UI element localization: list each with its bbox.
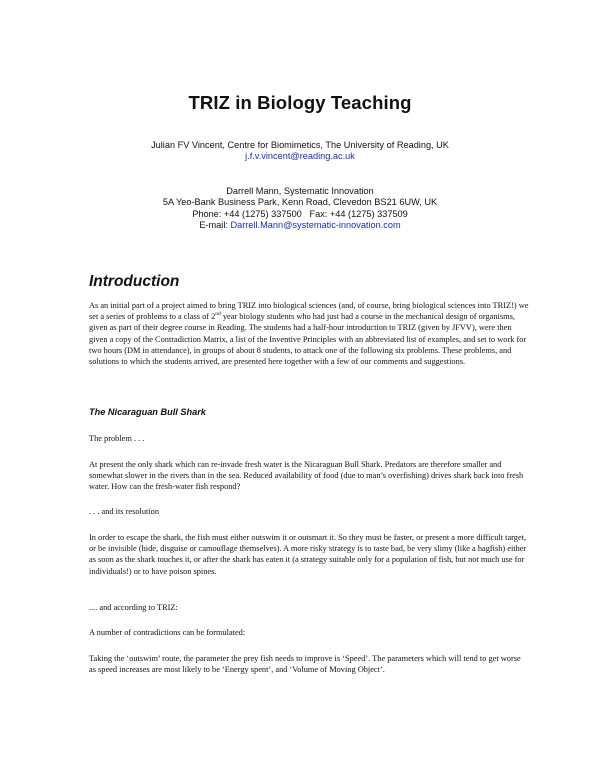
author2-email-label: E-mail:	[199, 219, 231, 230]
paragraph-problem-label: The problem . . .	[89, 434, 145, 443]
author1-email-link[interactable]: j.f.v.vincent@reading.ac.uk	[245, 151, 355, 162]
author2-phone-fax: Phone: +44 (1275) 337500 Fax: +44 (1275) 337509	[192, 208, 408, 219]
paragraph-triz-label: .... and according to TRIZ:	[89, 603, 178, 612]
paragraph-resolution-label: . . . and its resolution	[89, 507, 159, 516]
author2-block	[0, 186, 600, 231]
paragraph-problem-statement: At present the only shark which can re-invade fresh water is the Nicaraguan Bull Shark. Predators are therefore smaller and somewhat slower in the rivers than in the sea. Reduced availability of food (due to man’s overfishing) drives shark back into fresh water. How can the fresh-water fish respond?	[89, 460, 524, 492]
author2-email-link[interactable]: Darrell.Mann@systematic-innovation.com	[230, 219, 401, 230]
section-heading-introduction: Introduction	[89, 273, 180, 290]
author2-email-line	[0, 220, 600, 231]
paragraph-resolution-text: In order to escape the shark, the fish must either outswim it or outsmart it. So they must be faster, or present a more difficult target, or be invisible (hide, disguise or camouflage themselves). A more risky strategy is to taste bad, be very slimy (like a hagfish) either as soon as the shark touches it, or after the shark has eaten it (a strategy suitable only for a population of fish, but not much use for individuals!) or to have poison spines.	[89, 533, 527, 576]
author2-name: Darrell Mann, Systematic Innovation	[226, 186, 374, 196]
paragraph-contradictions: A number of contradictions can be formulated:	[89, 628, 246, 637]
author1-affiliation: Julian FV Vincent, Centre for Biomimetics, The University of Reading, UK	[151, 140, 449, 150]
intro-text-rest: year biology students who had just had a course in the mechanical design of organisms, given as part of their degree course in Reading. The students had a half-hour introduction to TRIZ (given by JFVV), were then given a copy of the Contradiction Matrix, a list of the Inventive Principles with an abbreviated list of examples, and set to work for two hours (DM in attendance), in groups of about 8 students, to attack one of the following six problems. These problems, and solutions to which the students arrived, are presented here together with a few of our comments and suggestions.	[89, 312, 527, 367]
author2-address: 5A Yeo-Bank Business Park, Kenn Road, Clevedon BS21 6UW, UK	[162, 197, 438, 208]
intro-paragraph	[89, 300, 529, 367]
intro-text-start: As an initial part of a project aimed to bring TRIZ into biological sciences (and, of course, bring biological sciences into TRIZ!) we set a series of problems to a class of 2	[89, 301, 529, 322]
paragraph-outswim: Taking the ‘outswim’ route, the parameter the prey fish needs to improve is ‘Speed’. The parameters which will tend to get worse as speed increases are most likely to be ‘Energy spent’, and ‘Volume of Moving Object’.	[89, 654, 521, 675]
intro-superscript: nd	[215, 311, 221, 318]
subheading-nicaraguan-bull-shark: The Nicaraguan Bull Shark	[89, 407, 206, 417]
author1-block	[0, 140, 600, 163]
page-title: TRIZ in Biology Teaching	[188, 92, 412, 113]
